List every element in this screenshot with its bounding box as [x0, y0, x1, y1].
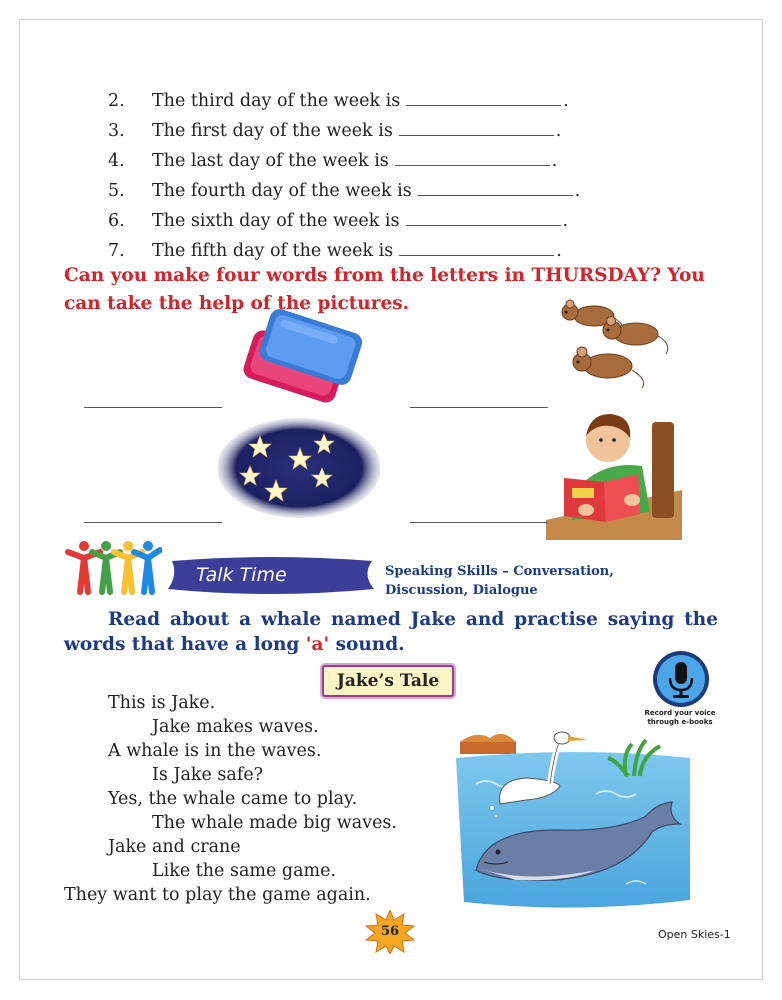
book-title-footer: Open Skies-1: [658, 928, 731, 941]
question-end: .: [555, 121, 562, 141]
people-icon: [62, 540, 162, 596]
question-text: The fifth day of the week is: [152, 241, 394, 261]
question-end: .: [562, 211, 569, 231]
question-end: .: [563, 91, 569, 111]
question-end: .: [556, 241, 562, 261]
answer-blank[interactable]: [406, 209, 561, 226]
skills-line-1: Speaking Skills – Conversation,: [385, 564, 614, 579]
question-row: [108, 176, 580, 206]
question-number: 3.: [108, 121, 125, 141]
poem-line: A whale is in the waves.: [108, 741, 322, 761]
whale-crane-picture: [456, 724, 690, 910]
instruction-line-2-end: sound.: [329, 634, 405, 655]
speaking-skills: [385, 562, 665, 600]
talk-time-label: Talk Time: [196, 564, 287, 586]
poem-line: This is Jake.: [108, 693, 216, 713]
poem-line: They want to play the game again.: [64, 885, 371, 905]
microphone-icon[interactable]: [652, 650, 710, 708]
question-text: The fourth day of the week is: [152, 181, 412, 201]
question-row: [108, 86, 569, 116]
rats-picture: [556, 296, 680, 390]
tray-picture: [240, 308, 368, 404]
question-number: 4.: [108, 151, 125, 171]
answer-line-2[interactable]: [410, 407, 548, 408]
boy-reading-picture: [546, 400, 682, 540]
poem-line: Like the same game.: [152, 861, 337, 881]
question-number: 6.: [108, 211, 125, 231]
poem-line: Jake and crane: [108, 837, 241, 857]
answer-line-1[interactable]: [84, 407, 222, 408]
question-row: [108, 206, 568, 236]
question-number: 2.: [108, 91, 125, 111]
instruction-line-2: words that have a long: [64, 634, 306, 655]
record-line-1: Record your voice: [644, 709, 716, 717]
question-row: [108, 146, 557, 176]
answer-blank[interactable]: [395, 149, 550, 166]
long-a-sound: 'a': [305, 634, 330, 655]
question-end: .: [551, 151, 558, 171]
skills-line-2: Discussion, Dialogue: [385, 583, 538, 598]
thursday-instruction: Can you make four words from the letters in THURSDAY? You can take the help of the pictures.: [64, 265, 705, 314]
poem-line: The whale made big waves.: [152, 813, 397, 833]
answer-blank[interactable]: [399, 239, 554, 256]
answer-blank[interactable]: [399, 119, 554, 136]
poem-title: Jake’s Tale: [322, 665, 454, 697]
answer-line-4[interactable]: [410, 522, 548, 523]
reading-instruction: [64, 607, 718, 657]
question-text: The sixth day of the week is: [152, 211, 400, 231]
question-end: .: [574, 181, 581, 201]
question-text: The first day of the week is: [152, 121, 393, 141]
question-text: The third day of the week is: [152, 91, 401, 111]
stars-picture: [218, 418, 380, 518]
poem-line: Jake makes waves.: [152, 717, 319, 737]
record-line-2: through e-books: [647, 718, 713, 726]
question-number: 5.: [108, 181, 125, 201]
question-number: 7.: [108, 241, 125, 261]
page-number: 56: [380, 924, 400, 939]
question-row: [108, 116, 561, 146]
question-text: The last day of the week is: [152, 151, 389, 171]
answer-line-3[interactable]: [84, 522, 222, 523]
answer-blank[interactable]: [418, 179, 573, 196]
poem-line: Yes, the whale came to play.: [108, 789, 358, 809]
answer-blank[interactable]: [406, 89, 561, 106]
instruction-line-1: Read about a whale named Jake and practise saying the: [108, 609, 718, 630]
poem-line: Is Jake safe?: [152, 765, 264, 785]
